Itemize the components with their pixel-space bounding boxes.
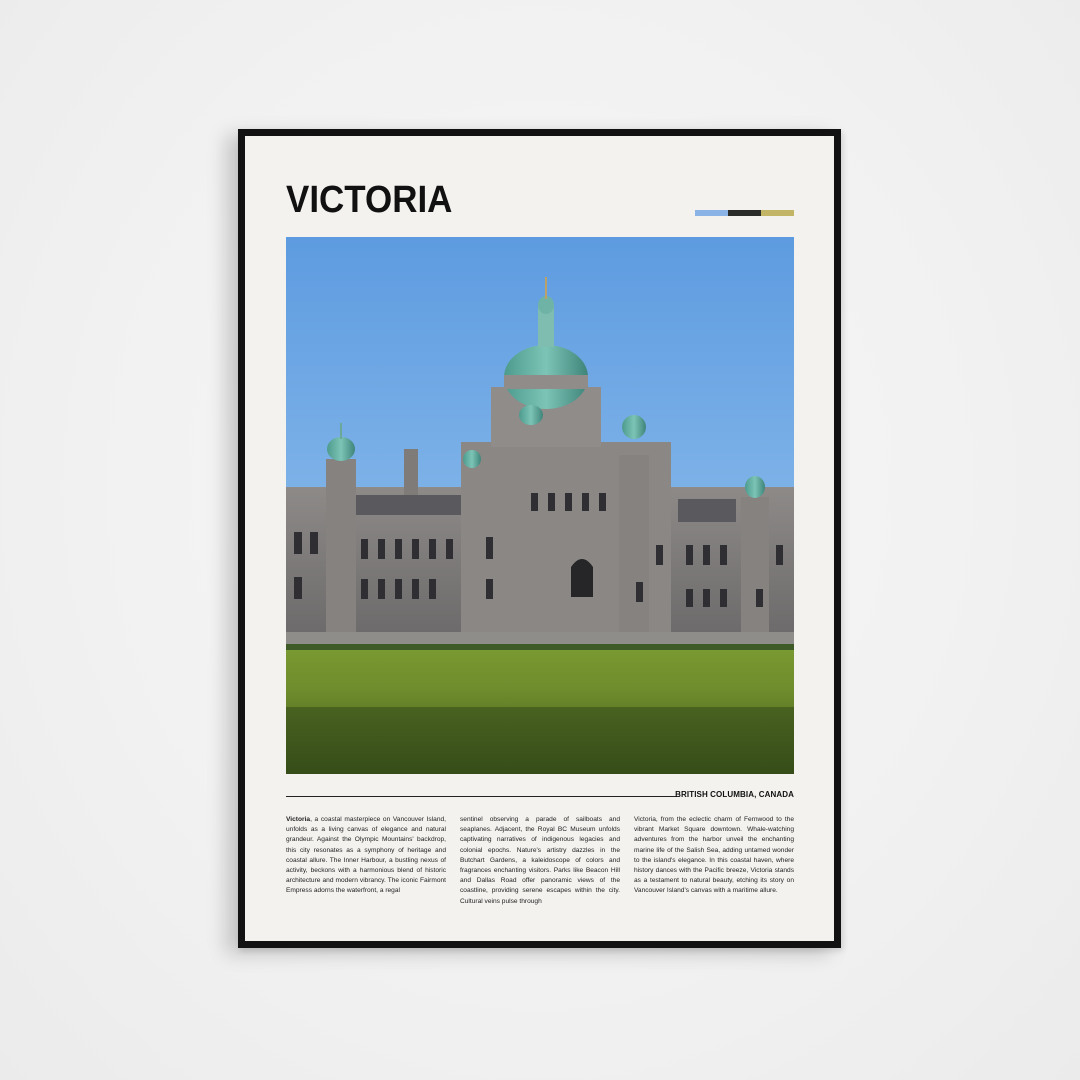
- description-column-3: [634, 815, 794, 907]
- description-column-2: [460, 815, 620, 907]
- description-column-1: [286, 815, 446, 907]
- poster-frame: [238, 129, 841, 948]
- swatch-blue: [695, 210, 728, 216]
- description-text-1: , a coastal masterpiece on Vancouver Island, unfolds as a living canvas of elegance and natural grandeur. Against the Olympic Mountains' backdrop, this city resonates as a symphony of heritage and coastal allure. The Inner Harbour, a bustling nexus of activity, beckons with a harmonious blend of historic architecture and modern vibrancy. The iconic Fairmont Empress adorns the waterfront, a regal: [286, 816, 446, 895]
- swatch-gold: [761, 210, 794, 216]
- location-label: BRITISH COLUMBIA, CANADA: [675, 790, 794, 799]
- parliament-building-photo: [286, 237, 794, 774]
- poster: [245, 136, 834, 941]
- description-text-2: sentinel observing a parade of sailboats and seaplanes. Adjacent, the Royal BC Museum unfolds captivating narratives of indigenous legacies and colonial epochs. Nature's artistry dazzles in the Butchart Gardens, a kaleidoscope of colors and fragrances enchanting visitors. Parks like Beacon Hill and Dallas Road offer panoramic views of the coastline, providing serene escapes within the city. Cultural veins pulse through: [460, 816, 620, 905]
- description-lead: Victoria: [286, 816, 311, 823]
- color-swatches: [695, 210, 794, 216]
- description-columns: [286, 815, 794, 907]
- divider-line: [286, 796, 677, 797]
- description-text-3: Victoria, from the eclectic charm of Fernwood to the vibrant Market Square downtown. Whale-watching adventures from the harbor unveil the enchanting marine life of the Salish Sea, adding untamed wonder to the island's elegance. In this coastal haven, where history dances with the Pacific breeze, Victoria stands as a testament to natural beauty, etching its story on Vancouver Island's canvas with a maritime allure.: [634, 816, 794, 895]
- swatch-dark: [728, 210, 761, 216]
- poster-title: VICTORIA: [286, 179, 453, 221]
